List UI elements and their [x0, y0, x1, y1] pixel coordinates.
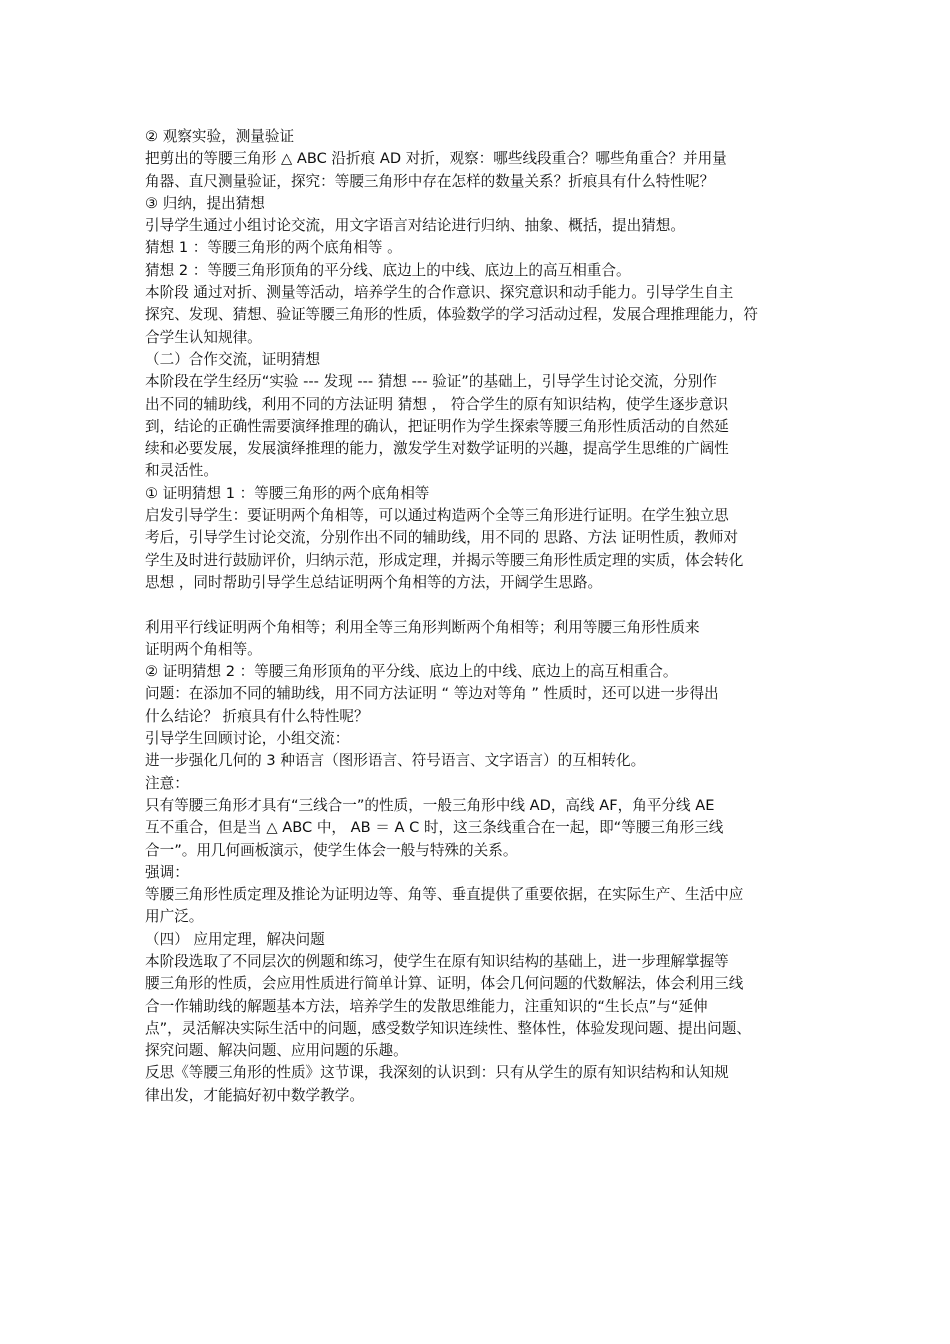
- text-line: 本阶段选取了不同层次的例题和练习，使学生在原有知识结构的基础上，进一步理解掌握等: [145, 952, 729, 970]
- text-line: ③ 归纳，提出猜想: [145, 194, 265, 212]
- text-line: 猜想 2 ：等腰三角形顶角的平分线、底边上的中线、底边上的高互相重合。: [145, 261, 631, 279]
- text-line: ② 观察实验，测量验证: [145, 128, 295, 145]
- text-line: 引导学生通过小组讨论交流，用文字语言对结论进行归纳、抽象、概括，提出猜想。: [145, 217, 685, 235]
- text-line: 探究、发现、猜想、验证等腰三角形的性质，体验数学的学习活动过程，发展合理推理能力，符: [145, 306, 758, 324]
- text-line: 律出发，才能搞好初中数学教学。: [145, 1086, 364, 1104]
- text-line: 问题：在添加不同的辅助线，用不同方法证明 “ 等边对等角 ” 性质时，还可以进一步得出: [145, 685, 719, 703]
- text-line: 学生及时进行鼓励评价，归纳示范，形成定理，并揭示等腰三角形性质定理的实质，体会转化: [145, 551, 744, 569]
- text-line: 续和必要发展，发展演绎推理的能力，激发学生对数学证明的兴趣，提高学生思维的广阔性: [145, 440, 729, 458]
- text-line: 互不重合，但是当 △ ABC 中， AB ＝ A C 时，这三条线重合在一起，即“等腰三角形三线: [145, 819, 724, 837]
- text-line: 反思《等腰三角形的性质》这节课，我深刻的认识到：只有从学生的原有知识结构和认知规: [145, 1064, 729, 1082]
- text-line: （二）合作交流，证明猜想: [145, 350, 321, 368]
- text-line: 什么结论？ 折痕具有什么特性呢？: [145, 707, 369, 725]
- document-body: [145, 126, 810, 1107]
- text-line: 角器、直尺测量验证，探究：等腰三角形中存在怎样的数量关系？折痕具有什么特性呢？: [145, 172, 715, 190]
- text-line: 到，结论的正确性需要演绎推理的确认，把证明作为学生探索等腰三角形性质活动的自然延: [145, 417, 729, 435]
- text-line: （四） 应用定理，解决问题: [145, 930, 325, 948]
- text-line: 合学生认知规律。: [145, 328, 262, 346]
- text-line: 本阶段在学生经历“实验 --- 发现 --- 猜想 --- 验证”的基础上，引导学生讨论交流，分别作: [145, 373, 717, 391]
- text-line: 注意：: [145, 774, 189, 792]
- text-line: 猜想 1 ：等腰三角形的两个底角相等 。: [145, 239, 402, 257]
- text-line: 引导学生回顾讨论，小组交流：: [145, 730, 350, 748]
- text-line: 思想 ，同时帮助引导学生总结证明两个角相等的方法，开阔学生思路。: [145, 573, 603, 591]
- text-line: 利用平行线证明两个角相等；利用全等三角形判断两个角相等；利用等腰三角形性质来: [145, 618, 700, 636]
- text-line: ① 证明猜想 1 ：等腰三角形的两个底角相等: [145, 484, 430, 502]
- text-line: 探究问题、解决问题、应用问题的乐趣。: [145, 1042, 408, 1060]
- text-line: 和灵活性。: [145, 462, 218, 480]
- text-line: 等腰三角形性质定理及推论为证明边等、角等、垂直提供了重要依据，在实际生产、生活中应: [145, 886, 744, 904]
- text-line: 合一”。用几何画板演示，使学生体会一般与特殊的关系。: [145, 841, 518, 859]
- text-line: 本阶段 通过对折、测量等活动，培养学生的合作意识、探究意识和动手能力。引导学生自主: [145, 284, 734, 302]
- text-line: 合一作辅助线的解题基本方法，培养学生的发散思维能力，注重知识的“生长点”与“延伸: [145, 997, 708, 1015]
- text-line: 启发引导学生：要证明两个角相等，可以通过构造两个全等三角形进行证明。在学生独立思: [145, 507, 729, 525]
- text-line: 证明两个角相等。: [145, 640, 262, 658]
- text-line: 进一步强化几何的 3 种语言（图形语言、符号语言、文字语言）的互相转化。: [145, 752, 646, 770]
- text-line: 强调：: [145, 863, 189, 881]
- text-line: 考后，引导学生讨论交流，分别作出不同的辅助线，用不同的 思路、方法 证明性质，教师对: [145, 529, 739, 547]
- text-line: 只有等腰三角形才具有“三线合一”的性质，一般三角形中线 AD，高线 AF，角平分线 AE: [145, 796, 715, 814]
- text-line: 腰三角形的性质，会应用性质进行简单计算、证明，体会几何问题的代数解法，体会利用三线: [145, 975, 744, 993]
- text-line: 用广泛。: [145, 908, 204, 926]
- blank-line: [145, 594, 810, 616]
- text-line: 出不同的辅助线，利用不同的方法证明 猜想 ， 符合学生的原有知识结构，使学生逐步意识: [145, 395, 729, 413]
- text-line: 把剪出的等腰三角形 △ ABC 沿折痕 AD 对折，观察：哪些线段重合？哪些角重合？并用量: [145, 150, 727, 168]
- text-line: ② 证明猜想 2 ：等腰三角形顶角的平分线、底边上的中线、底边上的高互相重合。: [145, 663, 678, 681]
- text-line: 点”，灵活解决实际生活中的问题，感受数学知识连续性、整体性，体验发现问题、提出问题、: [145, 1019, 751, 1037]
